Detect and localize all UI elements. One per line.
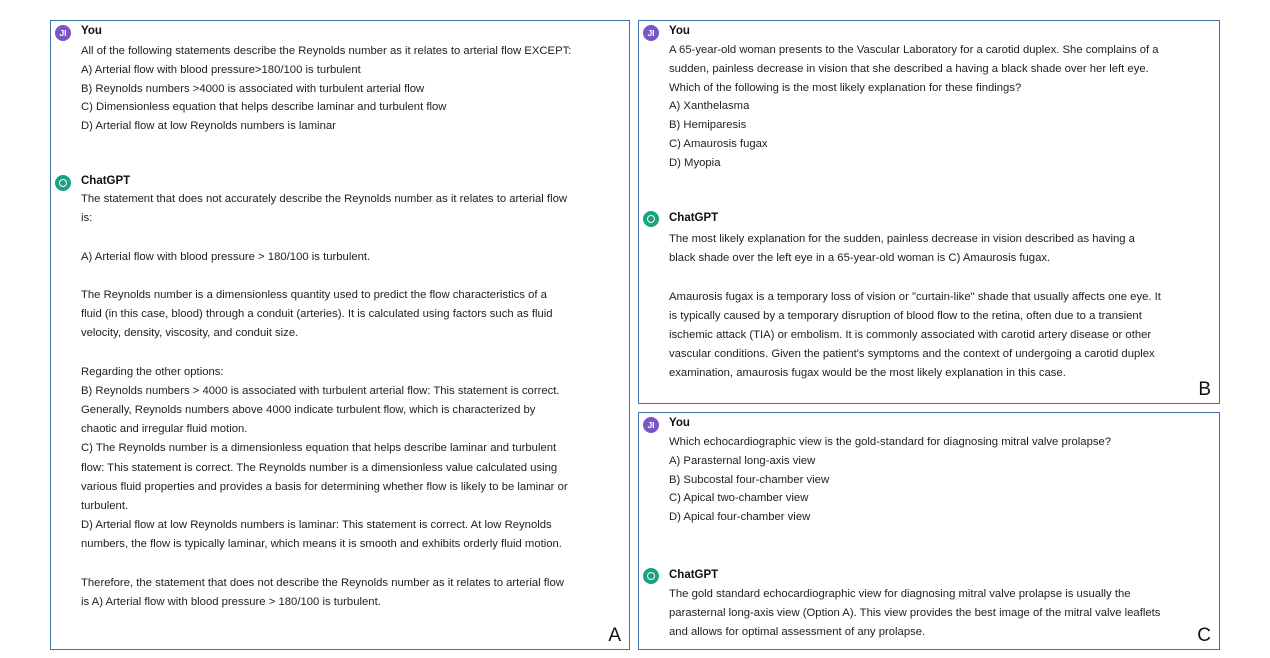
openai-logo-icon bbox=[643, 211, 659, 227]
option-line: B) Hemiparesis bbox=[669, 119, 747, 132]
message-line: The statement that does not accurately describe the Reynolds number as it relates to arterial flow bbox=[81, 193, 568, 205]
assistant-name: ChatGPT bbox=[81, 175, 131, 187]
message-line: A 65-year-old woman presents to the Vascular Laboratory for a carotid duplex. She complains of a bbox=[669, 44, 1159, 56]
assistant-message bbox=[669, 585, 1160, 643]
message-line: Regarding the other options: bbox=[81, 365, 224, 378]
user-name: You bbox=[669, 25, 690, 37]
message-line: All of the following statements describe the Reynolds number as it relates to arterial flow EXCEPT: bbox=[81, 45, 572, 57]
message-line: B) Reynolds numbers > 4000 is associated with turbulent arterial flow: This statement is correct. bbox=[81, 384, 560, 397]
assistant-name: ChatGPT bbox=[669, 212, 719, 224]
user-message bbox=[669, 41, 1159, 173]
panel-label: A bbox=[608, 625, 621, 646]
message-line: Which echocardiographic view is the gold-standard for diagnosing mitral valve prolapse? bbox=[669, 436, 1112, 448]
option-line: A) Arterial flow with blood pressure>180/100 is turbulent bbox=[81, 63, 361, 76]
message-line: examination, amaurosis fugax would be the most likely explanation in this case. bbox=[669, 367, 1066, 380]
panel-label: C bbox=[1197, 625, 1211, 646]
message-line: A) Arterial flow with blood pressure > 180/100 is turbulent. bbox=[81, 250, 371, 263]
message-line: Generally, Reynolds numbers above 4000 indicate turbulent flow, which is characterized by bbox=[81, 404, 536, 417]
option-line: A) Parasternal long-axis view bbox=[669, 454, 816, 467]
message-line: C) The Reynolds number is a dimensionless equation that helps describe laminar and turbulent bbox=[81, 442, 557, 455]
user-avatar: JI bbox=[55, 25, 71, 41]
panel-label: B bbox=[1198, 379, 1211, 400]
message-line: turbulent. bbox=[81, 500, 129, 512]
chat-panel-b bbox=[638, 20, 1220, 404]
option-line: B) Reynolds numbers >4000 is associated with turbulent arterial flow bbox=[81, 82, 425, 95]
message-line: is typically caused by a temporary disruption of blood flow to the retina, often due to a transient bbox=[669, 309, 1142, 322]
message-line: fluid (in this case, blood) through a conduit (arteries). It is calculated using factors such as fluid bbox=[81, 308, 553, 321]
message-line: black shade over the left eye in a 65-year-old woman is C) Amaurosis fugax. bbox=[669, 252, 1051, 265]
option-line: D) Apical four-chamber view bbox=[669, 511, 811, 524]
message-line: Amaurosis fugax is a temporary loss of vision or "curtain-like" shade that usually affects one eye. It bbox=[669, 290, 1161, 303]
message-line: Which of the following is the most likely explanation for these findings? bbox=[669, 81, 1022, 94]
message-line: is A) Arterial flow with blood pressure > 180/100 is turbulent. bbox=[81, 595, 381, 608]
message-line: is: bbox=[81, 212, 93, 225]
chat-panel-c bbox=[638, 412, 1220, 650]
option-line: C) Amaurosis fugax bbox=[669, 137, 768, 150]
message-line: various fluid properties and provides a basis for determining whether flow is likely to be laminar or bbox=[81, 480, 568, 493]
option-line: D) Arterial flow at low Reynolds numbers is laminar bbox=[81, 120, 336, 133]
option-line: B) Subcostal four-chamber view bbox=[669, 473, 830, 486]
option-line: C) Dimensionless equation that helps describe laminar and turbulent flow bbox=[81, 101, 447, 114]
user-message bbox=[81, 42, 571, 136]
message-line: sudden, painless decrease in vision that she described a having a black shade over her left eye. bbox=[669, 62, 1149, 75]
message-line: vascular conditions. Given the patient's symptoms and the context of undergoing a carotid duplex bbox=[669, 348, 1155, 361]
user-message bbox=[669, 433, 1111, 527]
message-line: parasternal long-axis view (Option A). This view provides the best image of the mitral valve leaflets bbox=[669, 607, 1161, 620]
assistant-name: ChatGPT bbox=[669, 569, 719, 581]
user-name: You bbox=[669, 417, 690, 429]
message-line: Therefore, the statement that does not describe the Reynolds number as it relates to arterial flow bbox=[81, 576, 564, 589]
option-line: D) Myopia bbox=[669, 156, 721, 169]
message-line: The most likely explanation for the sudden, painless decrease in vision described as having a bbox=[669, 233, 1135, 245]
assistant-message bbox=[669, 230, 1161, 384]
message-line: The gold standard echocardiographic view for diagnosing mitral valve prolapse is usually the bbox=[669, 588, 1131, 600]
message-line: ischemic attack (TIA) or embolism. It is commonly associated with carotid artery disease or other bbox=[669, 328, 1152, 341]
message-line: The Reynolds number is a dimensionless quantity used to predict the flow characteristics of a bbox=[81, 288, 547, 301]
message-line: D) Arterial flow at low Reynolds numbers is laminar: This statement is correct. At low Reynolds bbox=[81, 519, 552, 532]
openai-logo-icon bbox=[55, 175, 71, 191]
user-avatar: JI bbox=[643, 25, 659, 41]
message-line: numbers, the flow is typically laminar, which means it is smooth and exhibits orderly fluid motion. bbox=[81, 538, 562, 551]
chat-panel-a bbox=[50, 20, 630, 650]
message-line: velocity, density, viscosity, and conduit size. bbox=[81, 327, 299, 340]
user-name: You bbox=[81, 25, 102, 37]
option-line: A) Xanthelasma bbox=[669, 100, 750, 113]
message-line: chaotic and irregular fluid motion. bbox=[81, 423, 248, 436]
openai-logo-icon bbox=[643, 568, 659, 584]
user-avatar: JI bbox=[643, 417, 659, 433]
message-line: and allows for optimal assessment of any prolapse. bbox=[669, 626, 926, 639]
option-line: C) Apical two-chamber view bbox=[669, 492, 809, 505]
message-line: flow: This statement is correct. The Reynolds number is a dimensionless value calculated using bbox=[81, 461, 558, 474]
assistant-message bbox=[81, 190, 568, 612]
